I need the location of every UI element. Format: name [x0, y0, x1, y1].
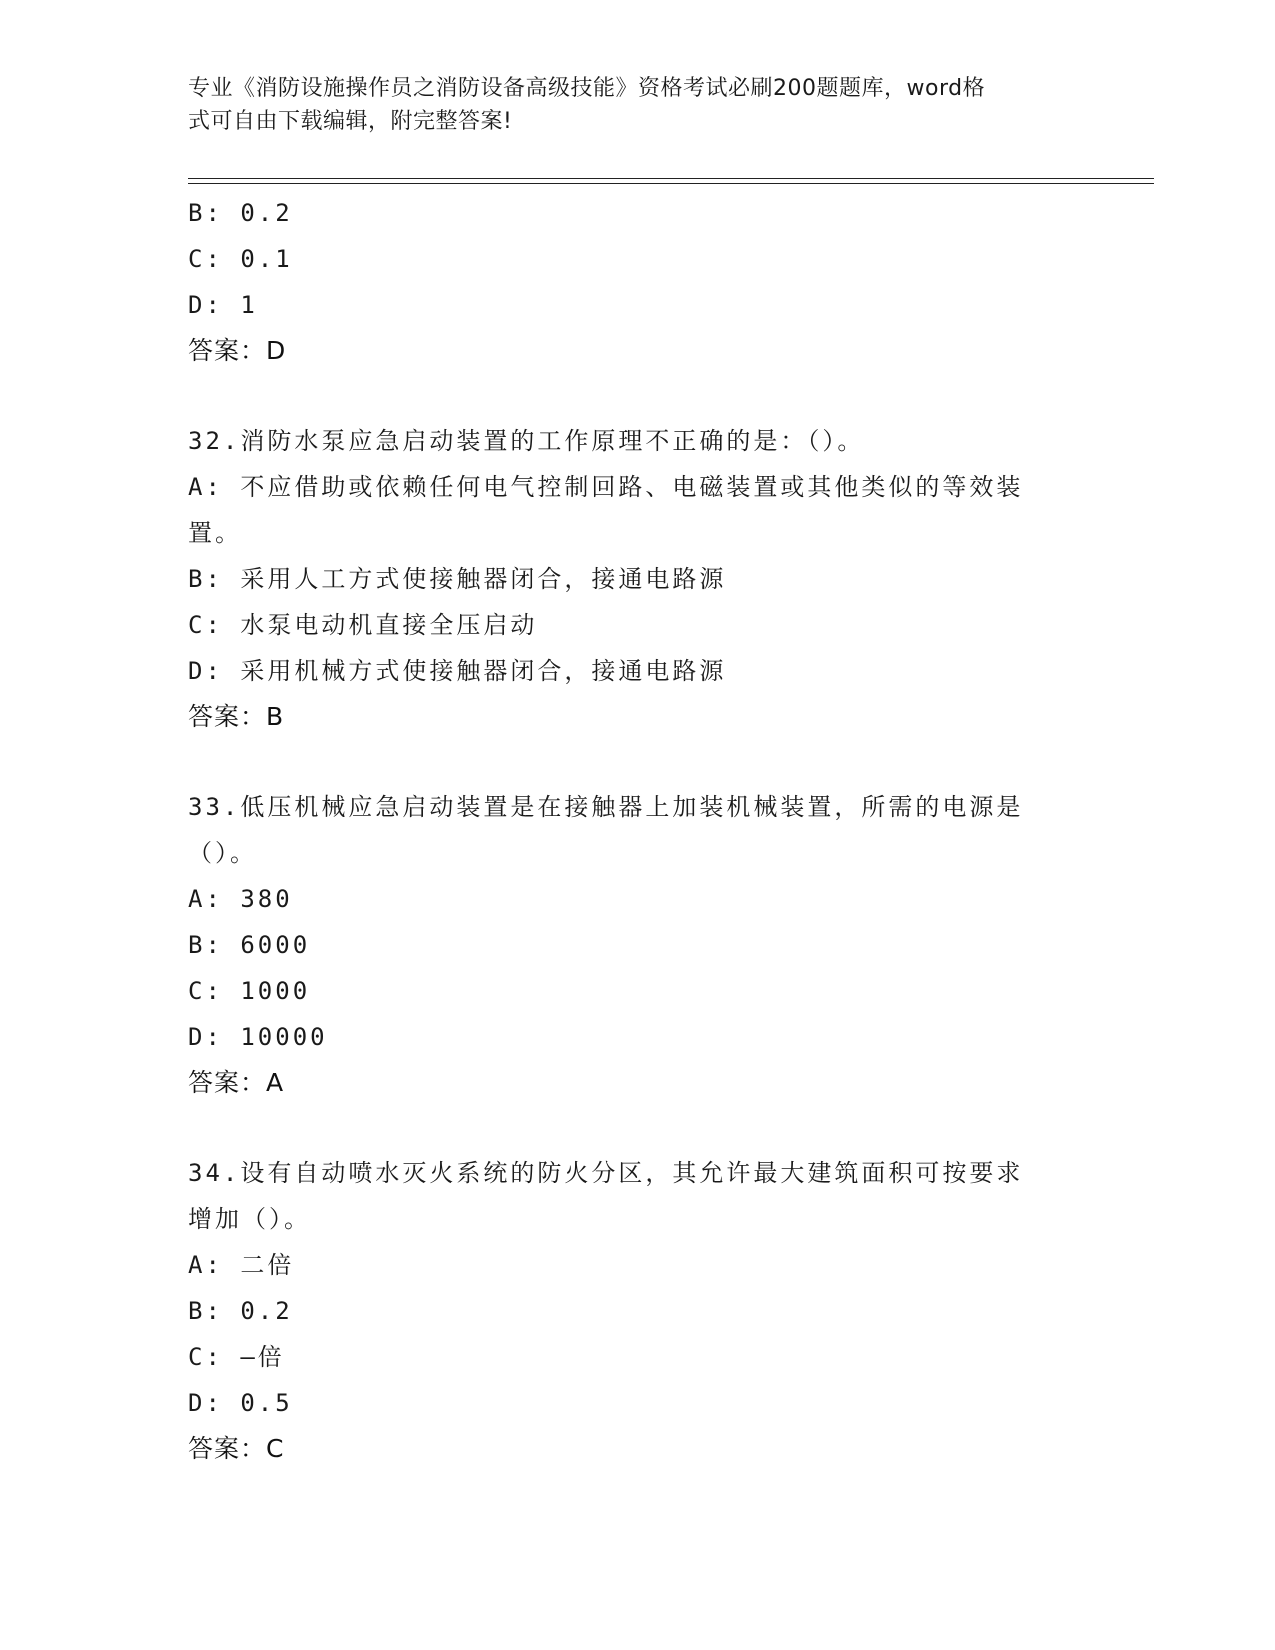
header-divider-top [188, 178, 1154, 179]
option-d: D: 10000 [188, 1023, 328, 1051]
option-a: A: 不应借助或依赖任何电气控制回路、电磁装置或其他类似的等效装 [188, 473, 1024, 501]
answer-label: 答案：C [188, 1434, 285, 1463]
question-stem: 32.消防水泵应急启动装置的工作原理不正确的是：（）。 [188, 427, 865, 455]
option-b: B: 采用人工方式使接触器闭合，接通电路源 [188, 565, 727, 593]
question-33 [188, 784, 1088, 1106]
question-31 [188, 190, 1088, 374]
header-line-1: 专业《消防设施操作员之消防设备高级技能》资格考试必刷200题题库，word格 [188, 76, 986, 101]
question-list [188, 190, 1088, 1472]
question-gap [188, 374, 1088, 418]
option-a: A: 380 [188, 885, 293, 913]
question-gap [188, 1106, 1088, 1150]
answer-label: 答案：D [188, 336, 287, 365]
question-gap [188, 740, 1088, 784]
option-c: C: 1000 [188, 977, 311, 1005]
option-a: A: 二倍 [188, 1251, 295, 1279]
option-b: B: 0.2 [188, 199, 293, 227]
header-divider-bottom [188, 183, 1154, 184]
question-32 [188, 418, 1088, 740]
question-stem-continued: 增加（）。 [188, 1205, 311, 1233]
answer-label: 答案：B [188, 702, 285, 731]
question-34 [188, 1150, 1088, 1472]
option-b: B: 0.2 [188, 1297, 293, 1325]
question-stem-continued: （）。 [188, 839, 257, 867]
option-c: C: —倍 [188, 1343, 285, 1371]
option-d: D: 采用机械方式使接触器闭合，接通电路源 [188, 657, 727, 685]
option-d: D: 1 [188, 291, 258, 319]
answer-label: 答案：A [188, 1068, 285, 1097]
option-a-continued: 置。 [188, 519, 242, 547]
option-b: B: 6000 [188, 931, 311, 959]
option-c: C: 0.1 [188, 245, 293, 273]
question-stem: 34.设有自动喷水灭火系统的防火分区，其允许最大建筑面积可按要求 [188, 1159, 1024, 1187]
option-d: D: 0.5 [188, 1389, 293, 1417]
document-header [188, 72, 1068, 138]
question-stem: 33.低压机械应急启动装置是在接触器上加装机械装置，所需的电源是 [188, 793, 1024, 821]
option-c: C: 水泵电动机直接全压启动 [188, 611, 538, 639]
header-line-2: 式可自由下载编辑，附完整答案! [188, 109, 513, 134]
